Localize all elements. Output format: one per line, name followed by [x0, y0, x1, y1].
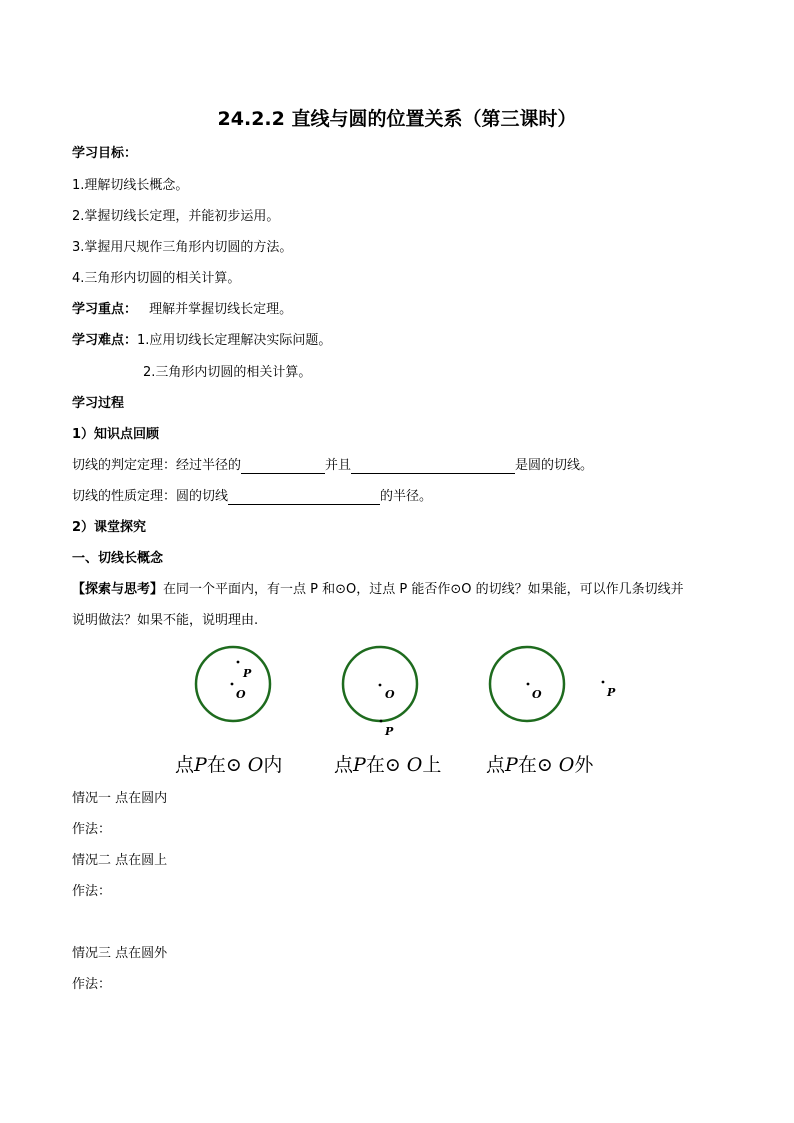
section1-heading: 一、切线长概念 — [72, 551, 164, 566]
case-1-method: 作法： — [72, 822, 112, 837]
position-figures — [0, 640, 794, 740]
fill-blank-3[interactable] — [228, 490, 380, 505]
key-point-label: 学习重点： — [72, 302, 138, 317]
point-p-dot — [380, 720, 383, 723]
process-heading: 学习过程 — [72, 396, 125, 411]
review-heading: 1）知识点回顾 — [72, 427, 160, 442]
caption-text: 点 — [175, 754, 195, 776]
caption-text: 点 — [334, 754, 354, 776]
review-line-2 — [72, 489, 432, 505]
key-point-row — [72, 302, 292, 318]
review-line1-b: 并且 — [325, 458, 352, 473]
caption-text: 在⊙ — [517, 754, 553, 776]
fill-blank-1[interactable] — [241, 459, 325, 474]
review-line2-a: 切线的性质定理：圆的切线 — [72, 489, 229, 504]
caption-text: 上 — [422, 754, 442, 776]
case-2-method: 作法： — [72, 884, 112, 899]
caption-o: O — [247, 754, 264, 776]
caption-text: 内 — [263, 754, 283, 776]
difficulty-item-2: 2.三角形内切圆的相关计算。 — [143, 365, 312, 380]
caption-p: P — [353, 754, 366, 776]
caption-text: 外 — [574, 754, 594, 776]
fill-blank-2[interactable] — [351, 459, 515, 474]
point-p-label: P — [243, 667, 252, 680]
figure-point-on — [343, 647, 417, 738]
key-point-text: 理解并掌握切线长定理。 — [149, 302, 293, 317]
center-o-label: O — [532, 688, 542, 701]
review-line1-c: 是圆的切线。 — [515, 458, 594, 473]
explore-heading: 2）课堂探究 — [72, 520, 147, 535]
caption-o: O — [406, 754, 423, 776]
center-o-label: O — [385, 688, 395, 701]
objective-item-2: 2.掌握切线长定理，并能初步运用。 — [72, 209, 280, 224]
center-o-dot — [379, 684, 382, 687]
case-1-title: 情况一 点在圆内 — [72, 791, 168, 806]
objective-item-4: 4.三角形内切圆的相关计算。 — [72, 271, 241, 286]
caption-text: 点 — [486, 754, 506, 776]
review-line1-a: 切线的判定定理：经过半径的 — [72, 458, 242, 473]
caption-p: P — [194, 754, 207, 776]
caption-p: P — [505, 754, 518, 776]
question-text-2: 说明做法？如果不能，说明理由. — [72, 613, 259, 628]
center-o-dot — [527, 683, 530, 686]
case-3-title: 情况三 点在圆外 — [72, 946, 168, 961]
point-p-dot — [602, 681, 605, 684]
review-line2-b: 的半径。 — [380, 489, 433, 504]
point-p-dot — [237, 661, 240, 664]
page-title: 24.2.2 直线与圆的位置关系（第三课时） — [217, 108, 577, 130]
caption-outside — [486, 750, 593, 777]
case-2-title: 情况二 点在圆上 — [72, 853, 168, 868]
caption-text: 在⊙ — [365, 754, 401, 776]
question-text-1: 在同一个平面内，有一点 P 和⊙O，过点 P 能否作⊙O 的切线？如果能，可以作几条切线并 — [163, 582, 684, 597]
center-o-label: O — [236, 688, 246, 701]
caption-text: 在⊙ — [206, 754, 242, 776]
figure-point-inside — [196, 647, 270, 721]
difficulty-row — [72, 333, 331, 349]
center-o-dot — [231, 683, 234, 686]
question-label: 【探索与思考】 — [72, 582, 164, 597]
difficulty-label: 学习难点： — [72, 333, 138, 348]
difficulty-item-1: 1.应用切线长定理解决实际问题。 — [137, 333, 332, 348]
figure-point-outside — [490, 647, 616, 721]
caption-on — [334, 750, 441, 777]
caption-inside — [175, 750, 282, 777]
review-line-1 — [72, 458, 593, 474]
point-p-label: P — [607, 686, 616, 699]
caption-o: O — [558, 754, 575, 776]
objective-item-1: 1.理解切线长概念。 — [72, 178, 189, 193]
question-line-1 — [72, 582, 684, 598]
point-p-label: P — [385, 725, 394, 738]
case-3-method: 作法： — [72, 977, 112, 992]
objective-item-3: 3.掌握用尺规作三角形内切圆的方法。 — [72, 240, 293, 255]
objectives-heading: 学习目标： — [72, 146, 138, 161]
